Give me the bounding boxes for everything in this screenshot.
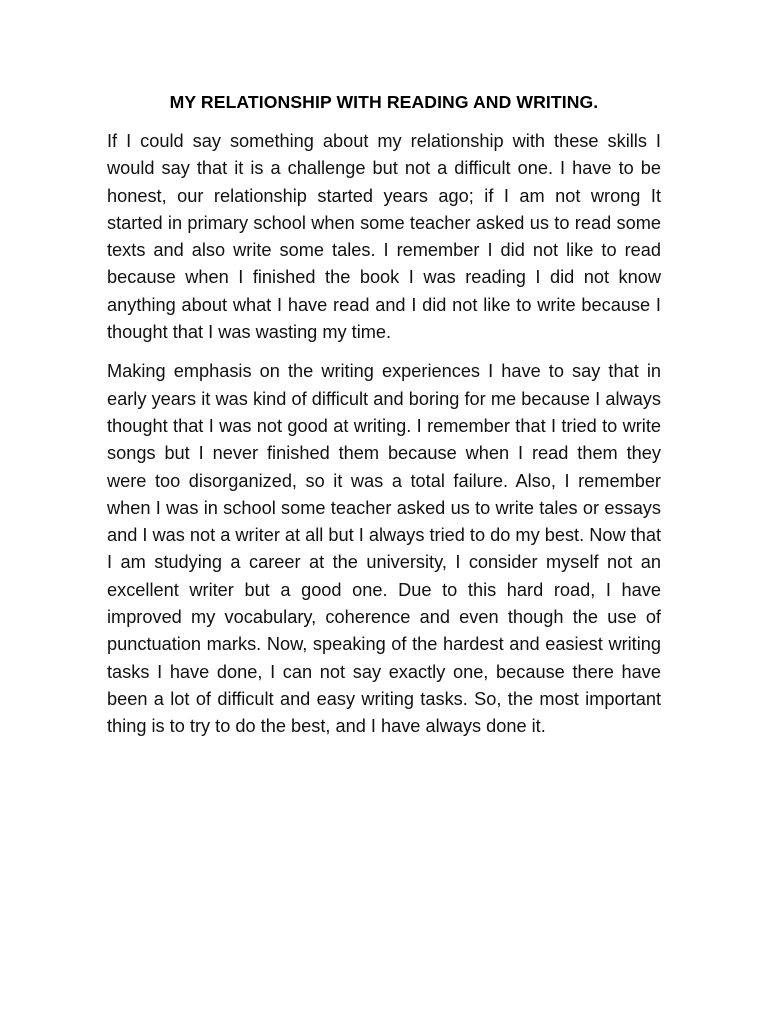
document-title: MY RELATIONSHIP WITH READING AND WRITING. bbox=[169, 92, 599, 112]
paragraph-2: Making emphasis on the writing experiences I have to say that in early years it was kind of difficult and boring for me because I always thought that I was not good at writing. I remember that I tried to write songs but I never finished them because when I read them they were too disorganized, so it was a total failure. Also, I remember when I was in school some teacher asked us to write tales or essays and I was not a writer at all but I always tried to do my best. Now that I am studying a career at the university, I consider myself not an excellent writer but a good one. Due to this hard road, I have improved my vocabulary, coherence and even though the use of punctuation marks. Now, speaking of the hardest and easiest writing tasks I have done, I can not say exactly one, because there have been a lot of difficult and easy writing tasks. So, the most important thing is to try to do the best, and I have always done it. bbox=[107, 361, 661, 737]
document-body bbox=[107, 128, 661, 753]
paragraph-1: If I could say something about my relationship with these skills I would say that it is a challenge but not a difficult one. I have to be honest, our relationship started years ago; if I am not wrong It started in primary school when some teacher asked us to read some texts and also write some tales. I remember I did not like to read because when I finished the book I was reading I did not know anything about what I have read and I did not like to write because I thought that I was wasting my time. bbox=[107, 131, 661, 343]
